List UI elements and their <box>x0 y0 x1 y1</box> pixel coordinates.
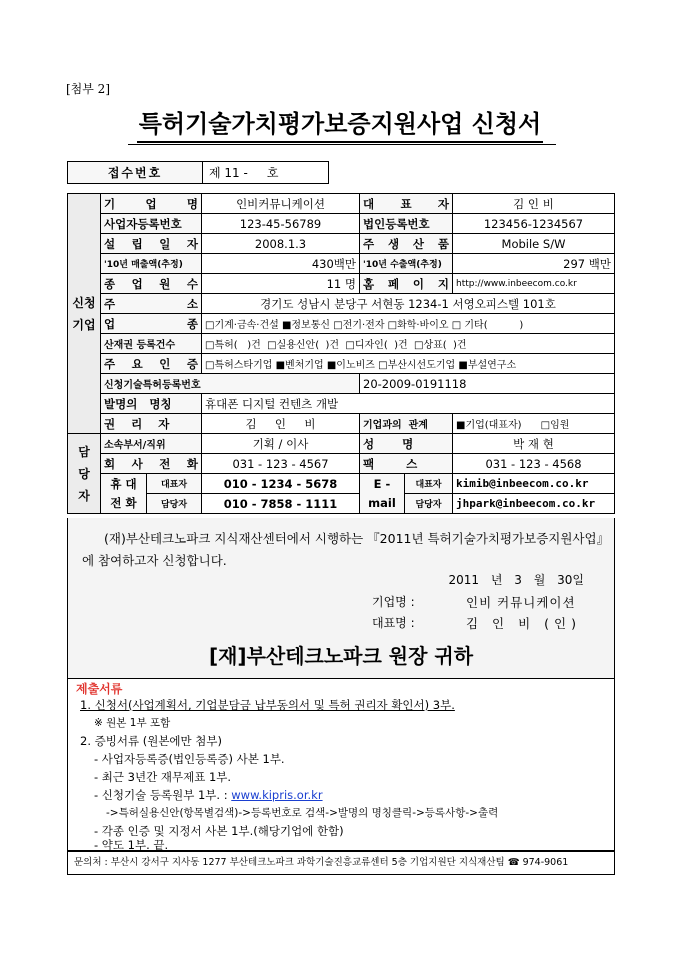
email-staff-label: 담당자 <box>405 494 453 514</box>
mobile-staff-value: 010 - 7858 - 1111 <box>202 494 360 514</box>
doc-item-2: 2. 증빙서류 (원본에만 첨부) <box>80 734 223 748</box>
bizno-value: 123-45-56789 <box>202 214 360 234</box>
kipris-link[interactable]: www.kipris.or.kr <box>231 788 323 802</box>
application-table <box>67 193 615 514</box>
mobile-rep-label: 대표자 <box>147 474 202 494</box>
sales-label: '10년 매출액(추정) <box>101 254 202 274</box>
founded-value: 2008.1.3 <box>202 234 360 254</box>
company-section-label: 신청 기업 <box>68 194 101 434</box>
doc-sub-1: - 사업자등록증(법인등록증) 사본 1부. <box>94 752 285 766</box>
invention-value: 휴대폰 디지털 컨텐츠 개발 <box>202 394 615 414</box>
receipt-table <box>67 161 329 184</box>
email-label: E - mail <box>360 474 405 514</box>
relation-label: 기업과의 관계 <box>360 414 453 434</box>
cert-label: 주 요 인 증 <box>101 354 202 374</box>
export-value: 297 백만 <box>453 254 615 274</box>
documents-header: 제출서류 <box>76 682 123 696</box>
title-text: 특허기술가치평가보증지원사업 신청서 <box>137 110 543 143</box>
ip-label: 산재권 등록건수 <box>101 334 202 354</box>
ceo-name: 김 인 비 <box>453 194 615 214</box>
mobile-label: 휴 대 전 화 <box>101 474 147 514</box>
person-label: 성 명 <box>360 434 453 454</box>
doc-sub-5: - 약도 1부. 끝. <box>94 838 169 852</box>
doc-sub-2: - 최근 3년간 재무제표 1부. <box>94 770 232 784</box>
tel-value: 031 - 123 - 4567 <box>202 454 360 474</box>
cert-value: □특허스타기업 ■벤처기업 ■이노비즈 □부산시선도기업 ■부설연구소 <box>202 354 615 374</box>
founded-label: 설 립 일 자 <box>101 234 202 254</box>
ceo-name-value: 김 인 비 (인) <box>466 616 581 631</box>
employees-label: 종 업 원 수 <box>101 274 202 294</box>
relation-value: ■기업(대표자) □임원 <box>453 414 615 434</box>
doc-sub-3 <box>94 787 323 803</box>
ceo-label: 대 표 자 <box>360 194 453 214</box>
homepage-value: http://www.inbeecom.co.kr <box>453 274 615 294</box>
holder-label: 권 리 자 <box>101 414 202 434</box>
page-title <box>0 104 680 139</box>
employees-value: 11 명 <box>202 274 360 294</box>
person-value: 박 재 현 <box>453 434 615 454</box>
dept-value: 기획 / 이사 <box>202 434 360 454</box>
homepage-label: 홈 페 이 지 <box>360 274 453 294</box>
email-rep-value: kimib@inbeecom.co.kr <box>453 474 615 494</box>
ip-value: □특허( )건 □실용신안( )건 □디자인( )건 □상표( )건 <box>202 334 615 354</box>
doc-item-1: 1. 신청서(사업계획서, 기업분담금 납부동의서 및 특허 권리자 확인서) 3부. <box>80 698 455 712</box>
company-name-value: 인비 커뮤니케이션 <box>466 595 576 610</box>
declaration-text: (재)부산테크노파크 지식재산센터에서 시행하는 『2011년 특허기술가치평가보증지원사업』에 참여하고자 신청합니다. <box>82 531 603 568</box>
title-underline <box>128 144 556 145</box>
fax-value: 031 - 123 - 4568 <box>453 454 615 474</box>
declaration-box <box>67 518 615 679</box>
sales-value: 430백만 <box>202 254 360 274</box>
email-rep-label: 대표자 <box>405 474 453 494</box>
corpno-value: 123456-1234567 <box>453 214 615 234</box>
doc-sub-4: - 각종 인증 및 지정서 사본 1부.(해당기업에 한함) <box>94 824 344 838</box>
email-staff-value: jhpark@inbeecom.co.kr <box>453 494 615 514</box>
declaration-date: 2011 년 3 월 30일 <box>448 573 584 587</box>
doc-sub-3-path: ->특허실용신안(항목별검색)->등록번호로 검색->발명의 명칭클릭->등록사항->출력 <box>106 807 499 819</box>
holder-value: 김 인 비 <box>202 414 360 434</box>
mobile-rep-value: 010 - 1234 - 5678 <box>202 474 360 494</box>
receipt-label: 접수번호 <box>68 162 203 184</box>
dept-label: 소속부서/직위 <box>101 434 202 454</box>
industry-label: 업 종 <box>101 314 202 334</box>
attachment-label: [첨부 2] <box>66 82 110 96</box>
patentno-value: 20-2009-0191118 <box>360 374 615 394</box>
company-name: 인비커뮤니케이션 <box>202 194 360 214</box>
receipt-value: 제 11 - 호 <box>203 162 329 184</box>
footer-text: 문의처 : 부산시 강서구 지사동 1277 부산테크노파크 과학기술진흥교류센터 5층 기업지원단 지식재산팀 ☎ 974-9061 <box>74 857 569 868</box>
mobile-staff-label: 담당자 <box>147 494 202 514</box>
company-name-label: 기업명 : <box>372 595 415 609</box>
bizno-label: 사업자등록번호 <box>101 214 202 234</box>
tel-label: 회 사 전 화 <box>101 454 202 474</box>
addressee: [재]부산테크노파크 원장 귀하 <box>208 644 474 668</box>
address-value: 경기도 성남시 분당구 서현동 1234-1 서영오피스텔 101호 <box>202 294 615 314</box>
documents-box <box>67 678 615 851</box>
product-value: Mobile S/W <box>453 234 615 254</box>
patentno-label: 신청기술특허등록번호 <box>101 374 360 394</box>
doc-item-1-note: ※ 원본 1부 포함 <box>94 717 171 729</box>
contact-section-label: 담 당 자 <box>68 434 101 514</box>
industry-value: □기계·금속·건설 ■정보통신 □전기·전자 □화학·바이오 □ 기타( ) <box>202 314 615 334</box>
ceo-name-label: 대표명 : <box>372 616 415 630</box>
invention-label: 발명의 명칭 <box>101 394 202 414</box>
address-label: 주 소 <box>101 294 202 314</box>
export-label: '10년 수출액(추정) <box>360 254 453 274</box>
name-label: 기 업 명 <box>101 194 202 214</box>
fax-label: 팩 스 <box>360 454 453 474</box>
contact-footer <box>67 851 615 875</box>
doc-sub-3-prefix: - 신청기술 등록원부 1부. : <box>94 788 228 802</box>
corpno-label: 법인등록번호 <box>360 214 453 234</box>
product-label: 주 생 산 품 <box>360 234 453 254</box>
